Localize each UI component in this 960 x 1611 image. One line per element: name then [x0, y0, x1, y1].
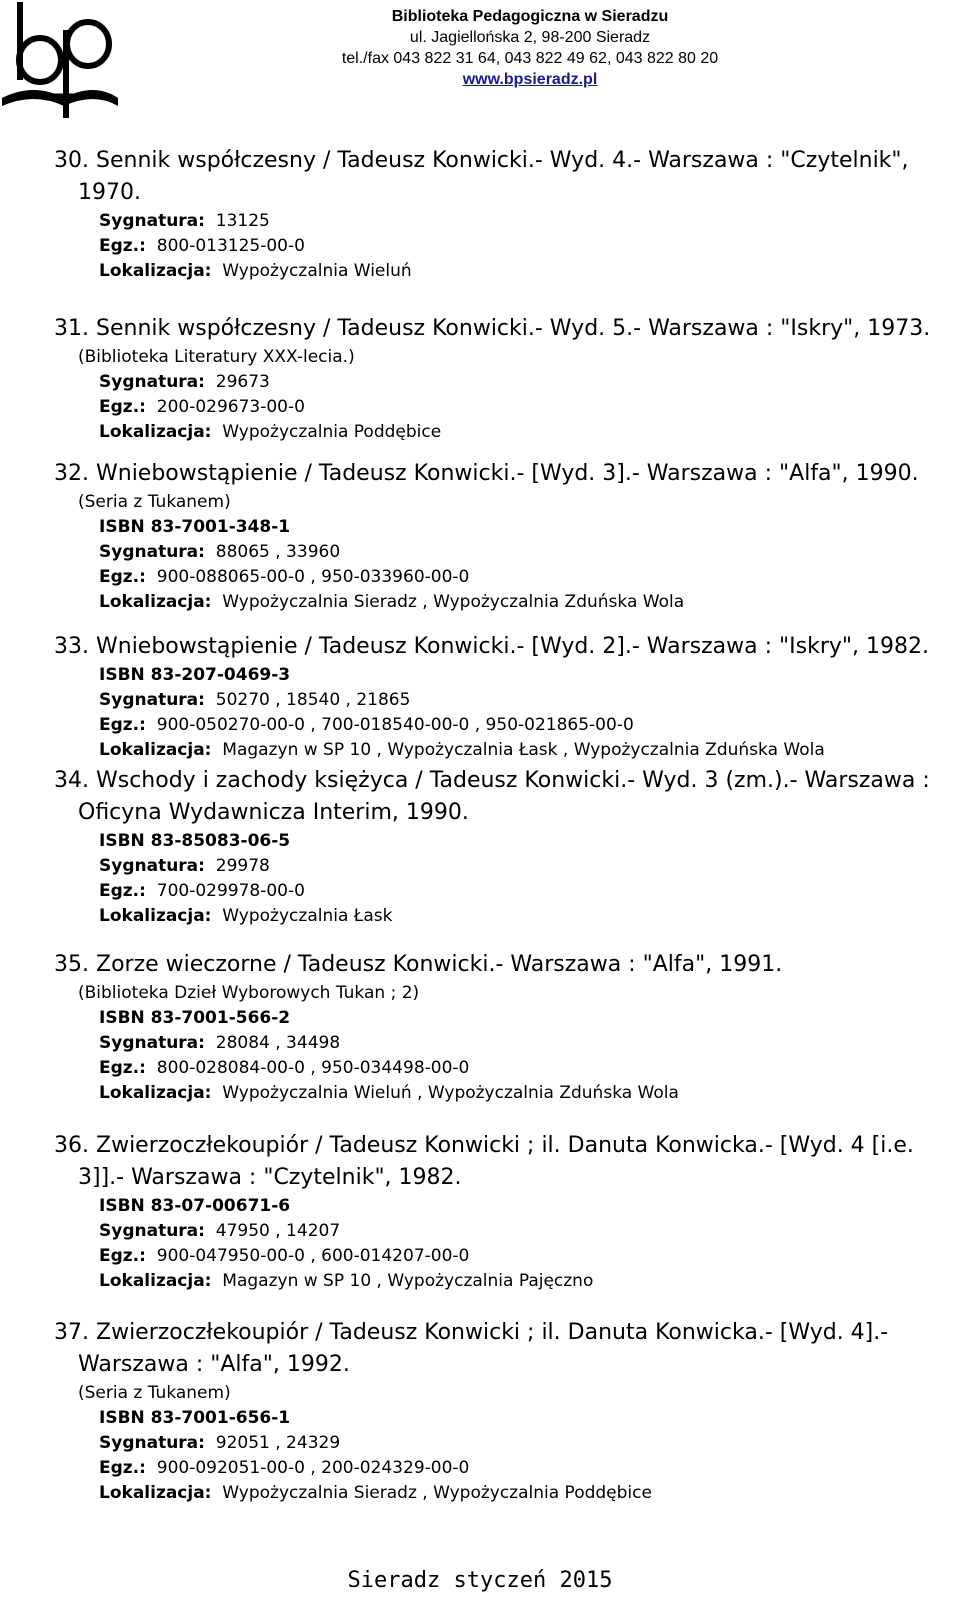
sygnatura-row: [99, 540, 960, 565]
sygnatura-value: 88065 , 33960: [215, 542, 341, 562]
lokalizacja-value: Wypożyczalnia Wieluń , Wypożyczalnia Zduńska Wola: [222, 1083, 679, 1103]
library-website-link[interactable]: www.bpsieradz.pl: [462, 71, 598, 88]
bibliography-entry: [0, 313, 960, 445]
lokalizacja-value: Magazyn w SP 10 , Wypożyczalnia Łask , Wypożyczalnia Zduńska Wola: [222, 740, 825, 760]
isbn: ISBN 83-207-0469-3: [99, 665, 291, 685]
entry-number: 36.: [54, 1133, 89, 1158]
lokalizacja-value: Wypożyczalnia Sieradz , Wypożyczalnia Zduńska Wola: [222, 592, 685, 612]
lokalizacja-label: Lokalizacja:: [99, 740, 212, 760]
lokalizacja-row: [99, 420, 960, 445]
sygnatura-value: 29978: [215, 856, 270, 876]
lokalizacja-row: [99, 590, 960, 615]
sygnatura-label: Sygnatura:: [99, 690, 205, 710]
egz-row: [99, 565, 960, 590]
bibliography-entry: [0, 765, 960, 929]
library-name: Biblioteka Pedagogiczna w Sieradzu: [391, 8, 669, 25]
egz-label: Egz.:: [99, 881, 146, 901]
entry-number: 31.: [54, 316, 89, 341]
isbn: ISBN 83-7001-348-1: [99, 517, 291, 537]
bibliography-entry: [0, 145, 960, 284]
egz-row: [99, 1456, 960, 1481]
entry-number: 30.: [54, 148, 89, 173]
lokalizacja-row: [99, 1269, 960, 1294]
sygnatura-label: Sygnatura:: [99, 1433, 205, 1453]
sygnatura-row: [99, 1431, 960, 1456]
entry-title: [54, 458, 934, 490]
isbn: ISBN 83-07-00671-6: [99, 1196, 291, 1216]
entry-description: Zorze wieczorne / Tadeusz Konwicki.- Warszawa : "Alfa", 1991.: [96, 952, 783, 977]
entry-title: [54, 1130, 934, 1194]
lokalizacja-value: Wypożyczalnia Wieluń: [222, 261, 412, 281]
egz-label: Egz.:: [99, 397, 146, 417]
entry-series: (Seria z Tukanem): [78, 1383, 231, 1403]
library-address: ul. Jagiellońska 2, 98-200 Sieradz: [409, 29, 651, 46]
lokalizacja-value: Wypożyczalnia Łask: [222, 906, 393, 926]
entry-title: [54, 949, 934, 981]
entry-description: Wniebowstąpienie / Tadeusz Konwicki.- [Wyd. 2].- Warszawa : "Iskry", 1982.: [96, 634, 929, 659]
egz-value: 900-047950-00-0 , 600-014207-00-0: [156, 1246, 470, 1266]
entry-number: 37.: [54, 1320, 89, 1345]
lokalizacja-label: Lokalizacja:: [99, 261, 212, 281]
egz-value: 900-050270-00-0 , 700-018540-00-0 , 950-021865-00-0: [156, 715, 634, 735]
sygnatura-value: 13125: [215, 211, 270, 231]
lokalizacja-value: Wypożyczalnia Poddębice: [222, 422, 442, 442]
entry-series: (Biblioteka Dzieł Wyborowych Tukan ; 2): [78, 983, 420, 1003]
isbn: ISBN 83-7001-656-1: [99, 1408, 291, 1428]
entry-description: Zwierzoczłekoupiór / Tadeusz Konwicki ; il. Danuta Konwicka.- [Wyd. 4].- Warszawa : "Alfa", 1992.: [78, 1320, 889, 1377]
egz-row: [99, 234, 960, 259]
sygnatura-value: 28084 , 34498: [215, 1033, 341, 1053]
lokalizacja-label: Lokalizacja:: [99, 422, 212, 442]
egz-value: 900-088065-00-0 , 950-033960-00-0: [156, 567, 470, 587]
bibliography-entry: [0, 631, 960, 763]
egz-value: 900-092051-00-0 , 200-024329-00-0: [156, 1458, 470, 1478]
lokalizacja-row: [99, 904, 960, 929]
lokalizacja-value: Magazyn w SP 10 , Wypożyczalnia Pajęczno: [222, 1271, 594, 1291]
lokalizacja-label: Lokalizacja:: [99, 1083, 212, 1103]
lokalizacja-row: [99, 1481, 960, 1506]
egz-label: Egz.:: [99, 715, 146, 735]
isbn: ISBN 83-7001-566-2: [99, 1008, 291, 1028]
entry-series: (Biblioteka Literatury XXX-lecia.): [78, 347, 355, 367]
entry-title: [54, 1317, 934, 1381]
entry-description: Sennik współczesny / Tadeusz Konwicki.- Wyd. 5.- Warszawa : "Iskry", 1973.: [96, 316, 931, 341]
egz-row: [99, 395, 960, 420]
sygnatura-row: [99, 370, 960, 395]
sygnatura-label: Sygnatura:: [99, 856, 205, 876]
sygnatura-value: 92051 , 24329: [215, 1433, 341, 1453]
entry-title: [54, 631, 934, 663]
egz-row: [99, 879, 960, 904]
sygnatura-row: [99, 688, 960, 713]
lokalizacja-label: Lokalizacja:: [99, 592, 212, 612]
sygnatura-row: [99, 1031, 960, 1056]
library-logo: [0, 0, 120, 120]
egz-value: 800-028084-00-0 , 950-034498-00-0: [156, 1058, 470, 1078]
entry-title: [54, 313, 934, 345]
entry-description: Wniebowstąpienie / Tadeusz Konwicki.- [Wyd. 3].- Warszawa : "Alfa", 1990.: [96, 461, 919, 486]
entry-number: 34.: [54, 768, 89, 793]
lokalizacja-label: Lokalizacja:: [99, 1483, 212, 1503]
egz-label: Egz.:: [99, 1458, 146, 1478]
egz-value: 800-013125-00-0: [156, 236, 305, 256]
sygnatura-label: Sygnatura:: [99, 1221, 205, 1241]
entry-title: [54, 145, 934, 209]
entry-number: 33.: [54, 634, 89, 659]
egz-label: Egz.:: [99, 1058, 146, 1078]
egz-label: Egz.:: [99, 1246, 146, 1266]
entry-description: Wschody i zachody księżyca / Tadeusz Konwicki.- Wyd. 3 (zm.).- Warszawa : Oficyna Wydawnicza Interim, 1990.: [78, 768, 930, 825]
isbn: ISBN 83-85083-06-5: [99, 831, 291, 851]
sygnatura-label: Sygnatura:: [99, 1033, 205, 1053]
egz-row: [99, 713, 960, 738]
egz-label: Egz.:: [99, 567, 146, 587]
bibliography-entry: [0, 1317, 960, 1506]
lokalizacja-label: Lokalizacja:: [99, 906, 212, 926]
sygnatura-value: 47950 , 14207: [215, 1221, 341, 1241]
sygnatura-row: [99, 209, 960, 234]
egz-value: 200-029673-00-0: [156, 397, 305, 417]
page-footer: Sieradz styczeń 2015: [347, 1568, 613, 1593]
lokalizacja-row: [99, 259, 960, 284]
lokalizacja-label: Lokalizacja:: [99, 1271, 212, 1291]
entry-number: 35.: [54, 952, 89, 977]
entry-series: (Seria z Tukanem): [78, 492, 231, 512]
lokalizacja-value: Wypożyczalnia Sieradz , Wypożyczalnia Poddębice: [222, 1483, 652, 1503]
sygnatura-label: Sygnatura:: [99, 372, 205, 392]
bibliography-entry: [0, 458, 960, 615]
entry-title: [54, 765, 934, 829]
sygnatura-label: Sygnatura:: [99, 211, 205, 231]
entry-description: Sennik współczesny / Tadeusz Konwicki.- Wyd. 4.- Warszawa : "Czytelnik", 1970.: [78, 148, 909, 205]
egz-row: [99, 1056, 960, 1081]
egz-label: Egz.:: [99, 236, 146, 256]
sygnatura-value: 29673: [215, 372, 270, 392]
entry-number: 32.: [54, 461, 89, 486]
bibliography-entry: [0, 949, 960, 1106]
library-header: [320, 6, 740, 90]
entry-description: Zwierzoczłekoupiór / Tadeusz Konwicki ; il. Danuta Konwicka.- [Wyd. 4 [i.e. 3]].- Warszawa : "Czytelnik", 1982.: [78, 1133, 914, 1190]
bibliography-entry: [0, 1130, 960, 1294]
lokalizacja-row: [99, 1081, 960, 1106]
sygnatura-row: [99, 854, 960, 879]
egz-row: [99, 1244, 960, 1269]
sygnatura-value: 50270 , 18540 , 21865: [215, 690, 411, 710]
sygnatura-label: Sygnatura:: [99, 542, 205, 562]
lokalizacja-row: [99, 738, 960, 763]
egz-value: 700-029978-00-0: [156, 881, 305, 901]
sygnatura-row: [99, 1219, 960, 1244]
library-phone: tel./fax 043 822 31 64, 043 822 49 62, 043 822 80 20: [341, 50, 719, 67]
